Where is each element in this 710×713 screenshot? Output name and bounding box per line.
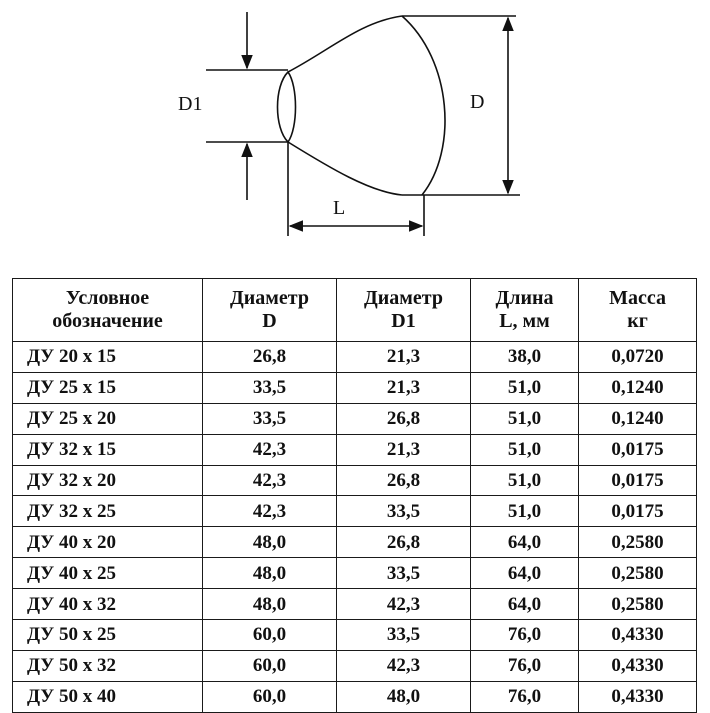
cell-length: 51,0 — [471, 403, 579, 434]
cell-mass: 0,4330 — [579, 620, 697, 651]
cell-designation: ДУ 50 х 25 — [13, 620, 203, 651]
cell-mass: 0,4330 — [579, 650, 697, 681]
cell-mass: 0,0720 — [579, 342, 697, 373]
header-designation: Условное обозначение — [13, 279, 203, 342]
cell-mass: 0,1240 — [579, 372, 697, 403]
cell-d1: 21,3 — [337, 372, 471, 403]
table-row — [13, 527, 697, 558]
table-row — [13, 372, 697, 403]
cell-designation: ДУ 40 х 20 — [13, 527, 203, 558]
cell-designation: ДУ 32 х 15 — [13, 434, 203, 465]
table-row — [13, 650, 697, 681]
cell-d: 42,3 — [203, 465, 337, 496]
cell-d1: 42,3 — [337, 650, 471, 681]
cell-designation: ДУ 40 х 32 — [13, 589, 203, 620]
cell-designation: ДУ 32 х 20 — [13, 465, 203, 496]
cell-mass: 0,2580 — [579, 558, 697, 589]
header-length: Длина L, мм — [471, 279, 579, 342]
cell-length: 51,0 — [471, 372, 579, 403]
cell-length: 51,0 — [471, 434, 579, 465]
table-row — [13, 589, 697, 620]
cell-length: 76,0 — [471, 620, 579, 651]
table-row — [13, 681, 697, 712]
cell-length: 64,0 — [471, 527, 579, 558]
cell-d1: 26,8 — [337, 465, 471, 496]
table-body — [13, 342, 697, 713]
cell-d1: 33,5 — [337, 496, 471, 527]
table-header-row — [13, 279, 697, 342]
cell-d: 48,0 — [203, 589, 337, 620]
cell-d: 48,0 — [203, 558, 337, 589]
reducer-bottom-curve — [288, 142, 402, 195]
table-row — [13, 620, 697, 651]
dimensions-table — [12, 278, 697, 713]
cell-length: 64,0 — [471, 558, 579, 589]
cell-designation: ДУ 32 х 25 — [13, 496, 203, 527]
cell-designation: ДУ 50 х 40 — [13, 681, 203, 712]
cell-length: 76,0 — [471, 650, 579, 681]
cell-d1: 48,0 — [337, 681, 471, 712]
label-d: D — [470, 91, 485, 113]
cell-d: 60,0 — [203, 650, 337, 681]
cell-designation: ДУ 25 х 15 — [13, 372, 203, 403]
cell-d1: 21,3 — [337, 434, 471, 465]
cell-mass: 0,1240 — [579, 403, 697, 434]
cell-d: 33,5 — [203, 403, 337, 434]
cell-mass: 0,2580 — [579, 527, 697, 558]
cell-designation: ДУ 50 х 32 — [13, 650, 203, 681]
label-l: L — [333, 197, 346, 219]
cell-d1: 26,8 — [337, 403, 471, 434]
cell-length: 51,0 — [471, 465, 579, 496]
cell-d1: 21,3 — [337, 342, 471, 373]
table-row — [13, 496, 697, 527]
reducer-drawing — [0, 0, 710, 260]
cell-length: 64,0 — [471, 589, 579, 620]
cell-d: 42,3 — [203, 496, 337, 527]
cell-d1: 33,5 — [337, 558, 471, 589]
cell-length: 76,0 — [471, 681, 579, 712]
cell-d1: 26,8 — [337, 527, 471, 558]
cell-d: 26,8 — [203, 342, 337, 373]
cell-mass: 0,0175 — [579, 496, 697, 527]
cell-mass: 0,0175 — [579, 465, 697, 496]
small-end-outline — [278, 72, 296, 142]
cell-mass: 0,4330 — [579, 681, 697, 712]
cell-d: 60,0 — [203, 620, 337, 651]
large-end-arc — [402, 16, 445, 195]
cell-length: 38,0 — [471, 342, 579, 373]
cell-mass: 0,2580 — [579, 589, 697, 620]
cell-mass: 0,0175 — [579, 434, 697, 465]
cell-designation: ДУ 25 х 20 — [13, 403, 203, 434]
cell-d1: 33,5 — [337, 620, 471, 651]
label-d1: D1 — [178, 93, 203, 115]
table-row — [13, 558, 697, 589]
cell-designation: ДУ 20 х 15 — [13, 342, 203, 373]
table-row — [13, 403, 697, 434]
table-row — [13, 342, 697, 373]
reducer-top-curve — [288, 16, 402, 72]
cell-designation: ДУ 40 х 25 — [13, 558, 203, 589]
cell-d: 60,0 — [203, 681, 337, 712]
cell-d: 48,0 — [203, 527, 337, 558]
header-diameter-d1: Диаметр D1 — [337, 279, 471, 342]
table-row — [13, 465, 697, 496]
header-diameter-d: Диаметр D — [203, 279, 337, 342]
cell-d: 42,3 — [203, 434, 337, 465]
table-row — [13, 434, 697, 465]
cell-d: 33,5 — [203, 372, 337, 403]
header-mass: Масса кг — [579, 279, 697, 342]
cell-length: 51,0 — [471, 496, 579, 527]
cell-d1: 42,3 — [337, 589, 471, 620]
